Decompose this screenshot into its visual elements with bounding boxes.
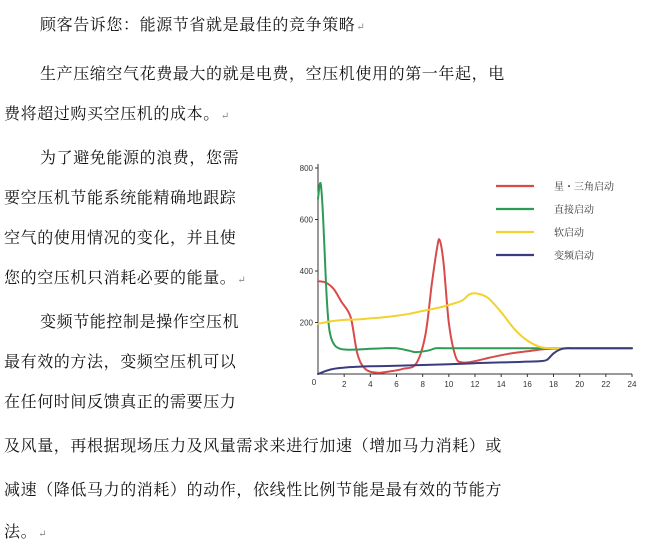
paragraph-4-line-6-text: 法。 <box>4 522 38 541</box>
startup-power-chart <box>296 156 650 396</box>
paragraph-4-line-2-text: 最有效的方法，变频空压机可以 <box>4 352 237 371</box>
paragraph-4-line-5 <box>4 479 502 501</box>
x-tick-label: 12 <box>470 380 480 389</box>
y-tick-label: 400 <box>299 267 313 276</box>
x-tick-label: 6 <box>394 380 399 389</box>
y-tick-label: 200 <box>299 318 313 328</box>
legend-label-4: 变频启动 <box>554 251 594 262</box>
paragraph-3-line-4 <box>4 267 246 292</box>
paragraph-mark-icon: ↵ <box>356 22 366 33</box>
paragraph-4-line-4-text: 及风量，再根据现场压力及风量需求来进行加速（增加马力消耗）或 <box>4 436 503 455</box>
x-tick-label: 20 <box>575 380 585 389</box>
paragraph-3-line-2 <box>4 187 236 209</box>
legend-label-3: 软启动 <box>554 228 584 239</box>
paragraph-3-line-3 <box>4 227 236 249</box>
legend-label-2: 直接启动 <box>554 205 594 216</box>
x-tick-label: 4 <box>368 380 373 389</box>
x-tick-label: 14 <box>496 380 506 389</box>
paragraph-2-line-1 <box>40 63 505 85</box>
paragraph-4-line-6 <box>4 521 47 546</box>
paragraph-4-line-1-text: 变频节能控制是操作空压机 <box>40 312 240 331</box>
paragraph-mark-icon: ↵ <box>220 111 230 122</box>
paragraph-2-line-1-text: 生产压缩空气花费最大的就是电费，空压机使用的第一年起，电 <box>40 64 505 83</box>
paragraph-2-line-2-text: 费将超过购买空压机的成本。 <box>4 104 220 123</box>
legend-label-1: 星・三角启动 <box>554 182 614 193</box>
x-tick-label: 24 <box>627 380 637 389</box>
x-tick-label: 18 <box>549 380 558 389</box>
x-tick-label: 16 <box>522 380 532 389</box>
series-line-3 <box>318 293 632 348</box>
y-tick-label: 800 <box>299 164 313 173</box>
x-tick-label: 10 <box>444 380 454 389</box>
paragraph-4-line-3 <box>4 391 236 413</box>
x-tick-label: 2 <box>341 380 347 389</box>
paragraph-2-line-2 <box>4 103 230 128</box>
paragraph-mark-icon: ↵ <box>237 275 247 286</box>
paragraph-4-line-4 <box>4 435 502 457</box>
paragraph-4-line-2 <box>4 351 236 373</box>
paragraph-3-line-2-text: 要空压机节能系统能精确地跟踪 <box>4 188 237 207</box>
paragraph-3-line-1 <box>40 147 239 169</box>
paragraph-4-line-1 <box>40 311 239 333</box>
paragraph-3-line-1-text: 为了避免能源的浪费，您需 <box>40 148 240 167</box>
paragraph-4-line-5-text: 减速（降低马力的消耗）的动作，依线性比例节能是最有效的节能方 <box>4 480 503 499</box>
x-tick-label: 22 <box>601 380 611 389</box>
y-tick-label: 600 <box>299 215 313 225</box>
paragraph-3-line-4-text: 您的空压机只消耗必要的能量。 <box>4 268 237 287</box>
x-origin-label: 0 <box>311 378 317 387</box>
paragraph-mark-icon: ↵ <box>38 529 48 540</box>
paragraph-4-line-3-text: 在任何时间反馈真正的需要压力 <box>4 392 237 411</box>
x-tick-label: 8 <box>420 380 425 389</box>
paragraph-1-line-1 <box>40 14 365 39</box>
paragraph-3-line-3-text: 空气的使用情况的变化，并且使 <box>4 228 237 247</box>
paragraph-1-line-1-text: 顾客告诉您：能源节省就是最佳的竞争策略 <box>40 15 356 34</box>
